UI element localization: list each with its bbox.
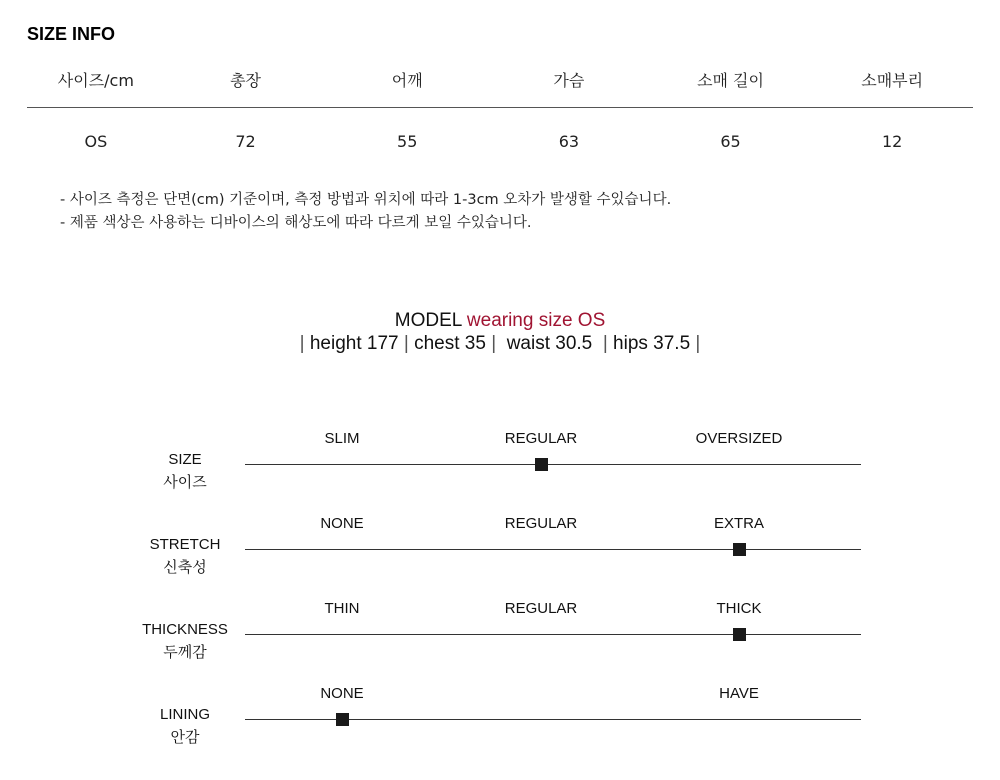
model-measurements: | height 177 | chest 35 | waist 30.5 | hips 37.5 |: [299, 333, 701, 354]
fit-option-oversized: OVERSIZED: [695, 430, 783, 447]
fit-label-en: THICKNESS: [142, 621, 228, 638]
fit-scale-line: [245, 464, 861, 465]
fit-label-ko: 안감: [170, 729, 200, 746]
fit-option-regular: REGULAR: [504, 430, 578, 447]
fit-option-thick: THICK: [716, 600, 762, 617]
fit-label-ko: 두께감: [163, 644, 207, 661]
fit-option-slim: SLIM: [324, 430, 360, 447]
fit-option-extra: EXTRA: [713, 515, 764, 532]
header-shoulder: 어깨: [391, 71, 423, 90]
size-info-title: SIZE INFO: [27, 24, 116, 44]
model-waist: waist 30.5: [496, 333, 603, 354]
fit-marker: [733, 628, 746, 641]
header-total-length: 총장: [230, 71, 262, 90]
fit-option-none: NONE: [320, 685, 364, 702]
header-sleeve-cuff: 소매부리: [861, 71, 924, 90]
fit-scale-line: [245, 634, 861, 635]
fit-option-have: HAVE: [719, 685, 759, 702]
fit-option-none: NONE: [320, 515, 364, 532]
fit-row-thickness: [0, 600, 1000, 670]
fit-marker: [733, 543, 746, 556]
cell-shoulder: 55: [397, 131, 418, 151]
model-wearing-size: wearing size OS: [466, 310, 606, 331]
fit-label-en: LINING: [159, 706, 210, 723]
header-sleeve-length: 소매 길이: [697, 71, 764, 90]
fit-label: [125, 703, 245, 749]
fit-option-regular: REGULAR: [504, 600, 578, 617]
note-color: - 제품 색상은 사용하는 디바이스의 해상도에 따라 다르게 보일 수있습니다.: [60, 215, 532, 231]
fit-scale-line: [245, 549, 861, 550]
fit-marker: [336, 713, 349, 726]
fit-row-size: [0, 430, 1000, 500]
fit-option-thin: THIN: [324, 600, 360, 617]
model-height: height 177: [304, 333, 404, 354]
fit-label: [125, 448, 245, 494]
note-measurement: - 사이즈 측정은 단면(cm) 기준이며, 측정 방법과 위치에 따라 1-3cm 오차가 발생할 수있습니다.: [60, 192, 672, 208]
fit-label-en: SIZE: [168, 451, 202, 468]
cell-sleeve-cuff: 12: [882, 131, 903, 151]
fit-label-en: STRETCH: [149, 536, 221, 553]
cell-sleeve-length: 65: [720, 131, 741, 151]
header-size-cm: 사이즈/cm: [57, 71, 134, 90]
model-chest: chest 35: [408, 333, 492, 354]
fit-option-regular: REGULAR: [504, 515, 578, 532]
fit-label: [125, 533, 245, 579]
cell-chest: 63: [558, 131, 580, 151]
cell-total-length: 72: [235, 131, 256, 151]
fit-row-lining: [0, 685, 1000, 755]
fit-row-stretch: [0, 515, 1000, 585]
header-chest: 가슴: [553, 71, 585, 90]
model-hips: hips 37.5: [607, 333, 696, 354]
fit-marker: [535, 458, 548, 471]
fit-label-ko: 사이즈: [163, 474, 207, 491]
fit-label: [125, 618, 245, 664]
model-prefix: MODEL: [394, 310, 462, 331]
cell-size: OS: [84, 131, 108, 151]
fit-label-ko: 신축성: [163, 559, 207, 576]
